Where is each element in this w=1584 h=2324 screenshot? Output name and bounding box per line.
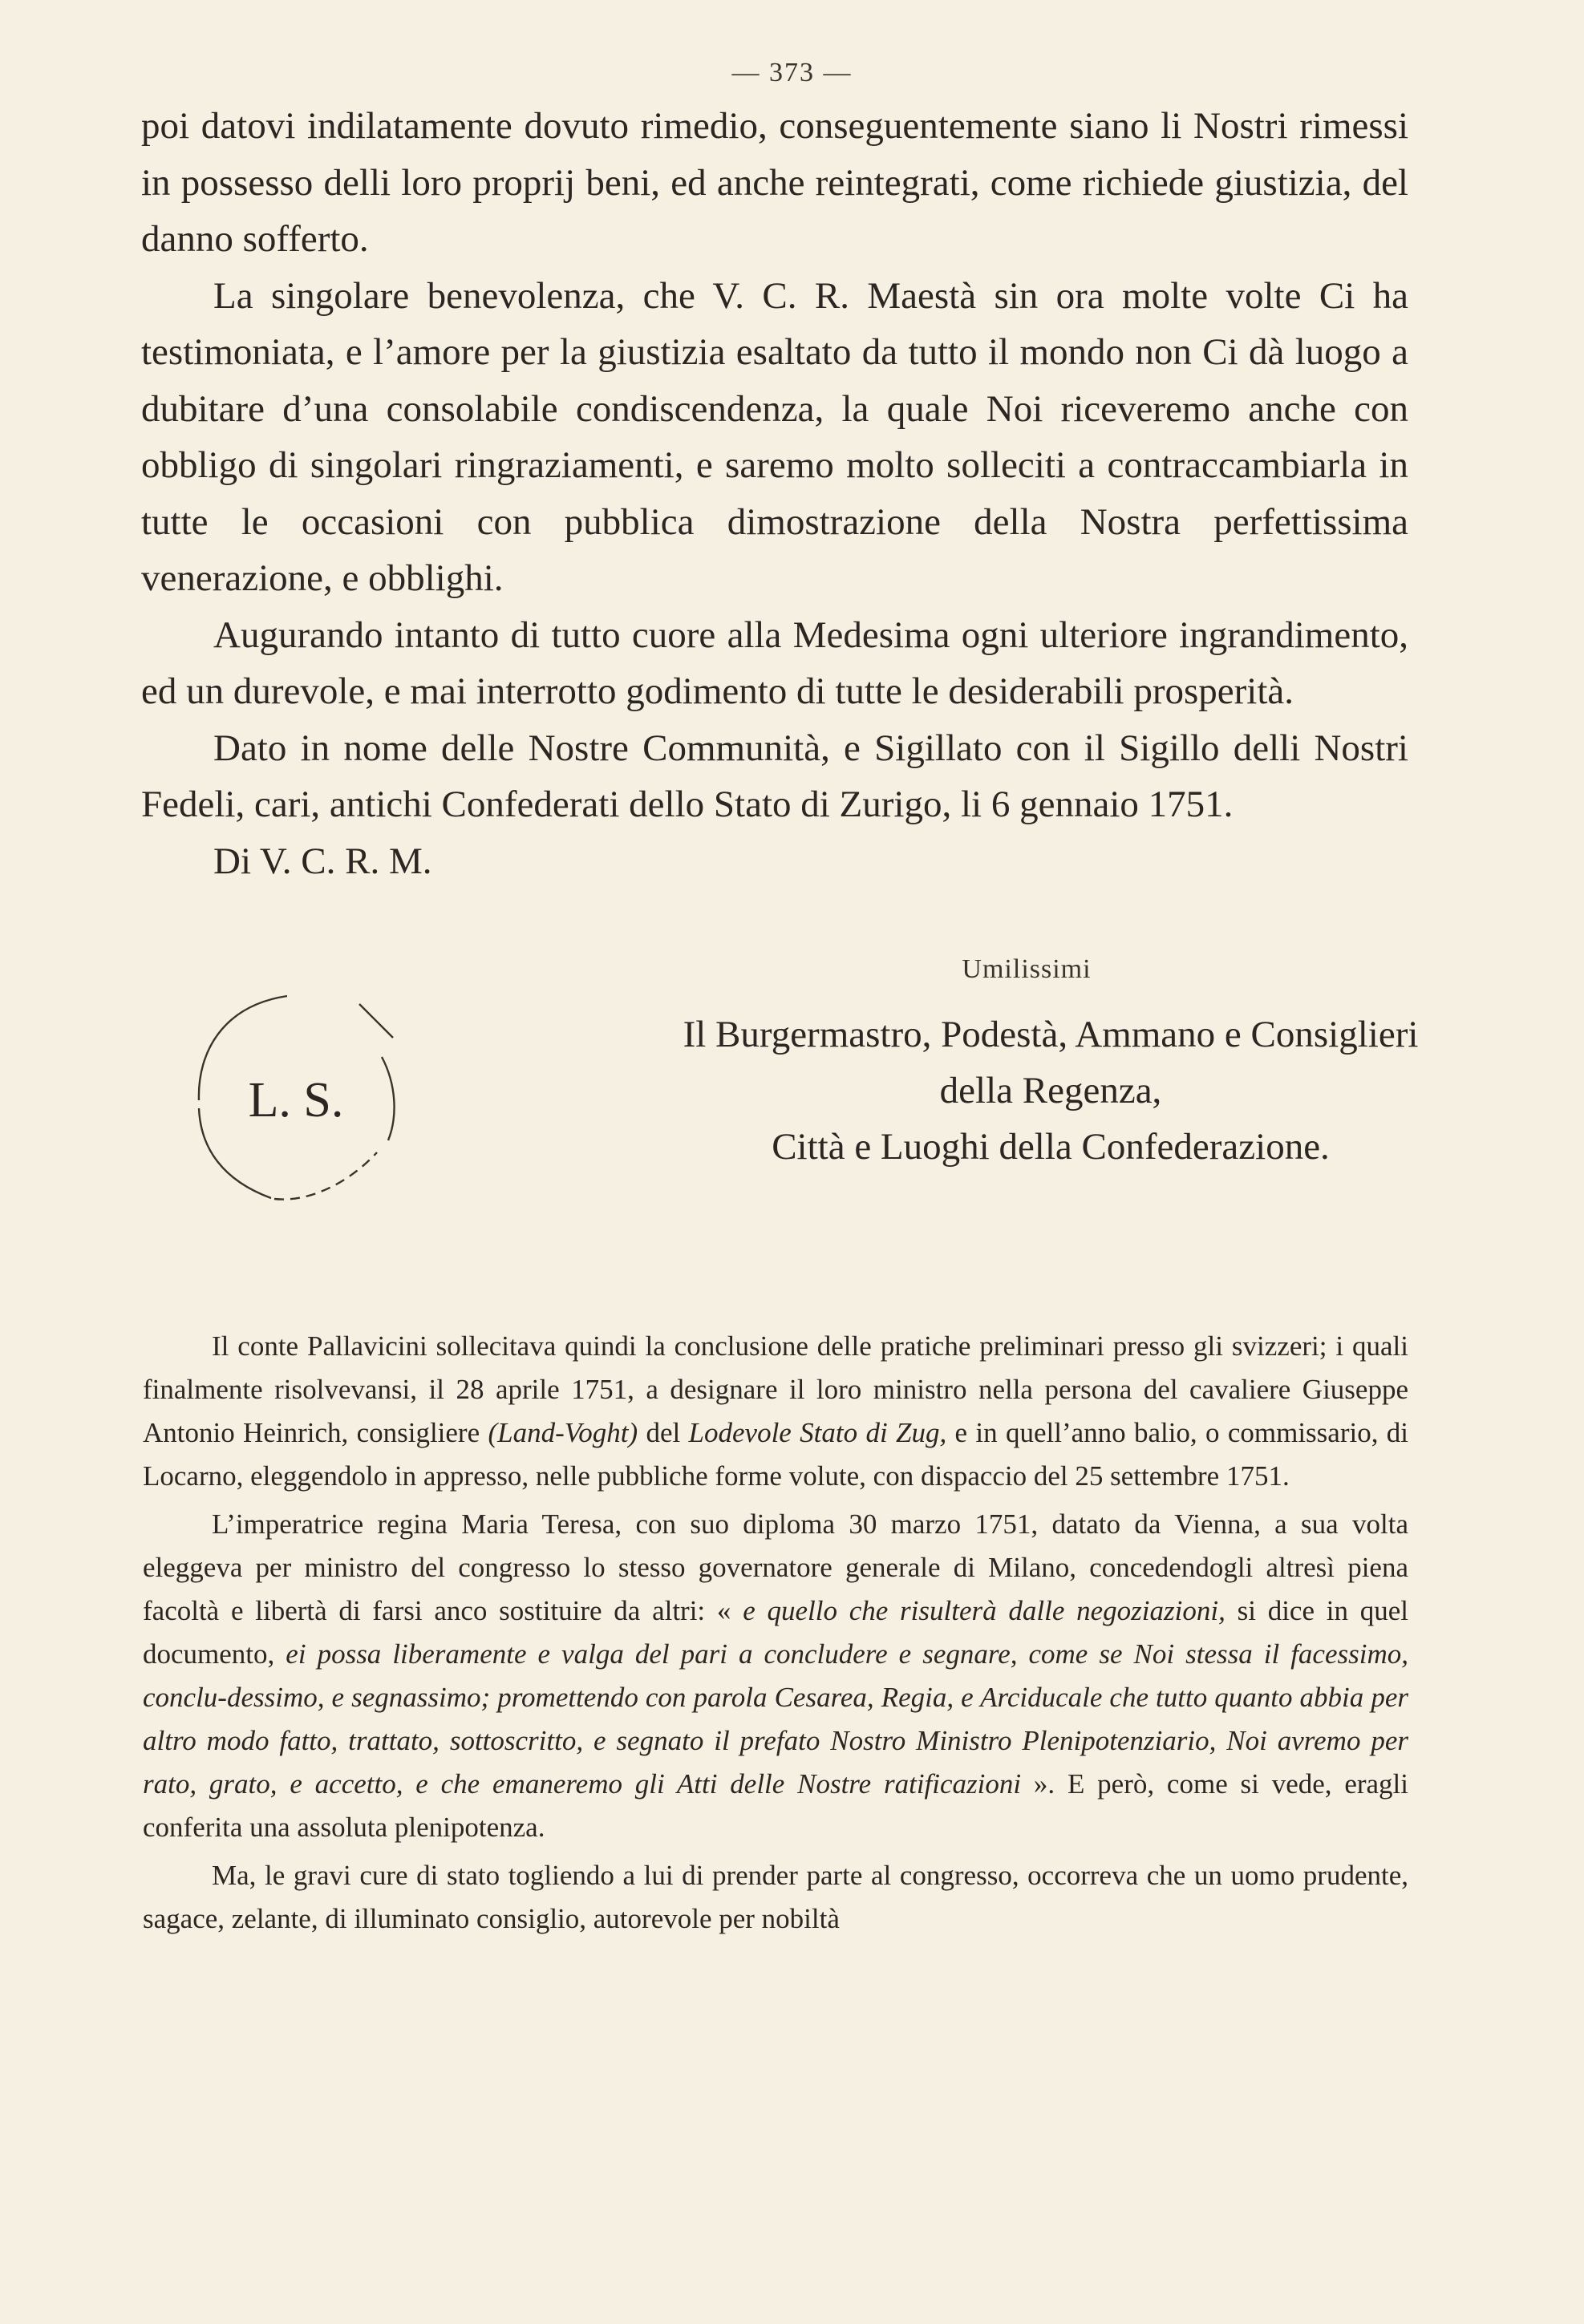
italic-run: Lodevole Stato di Zug, [688, 1417, 947, 1448]
letter-closing: Di V. C. R. M. [213, 840, 432, 882]
signature-umilissimi: Umilissimi [962, 954, 1092, 984]
seal-locus-sigilli [191, 988, 401, 1205]
signatory-line: della Regenza, [939, 1070, 1162, 1111]
signatory-line: Città e Luoghi della Confederazione. [772, 1126, 1330, 1168]
page-number: — 373 — [731, 58, 853, 87]
commentary-paragraph: Ma, le gravi cure di stato togliendo a lui di prender parte al congresso, occorreva che un uomo prudente, sagace, zelante, di illuminato consiglio, autorevole per nobiltà [143, 1860, 1408, 1934]
letter-paragraph: poi datovi indilatamente dovuto rimedio, conseguentemente siano li Nostri rimessi in possesso delli loro proprij beni, ed anche reintegrati, come richiede giustizia, del danno sofferto. [141, 105, 1408, 260]
letter-body [141, 98, 1408, 889]
letter-paragraph: Augurando intanto di tutto cuore alla Medesima ogni ulteriore ingrandimento, ed un durevole, e mai interrotto godimento di tutte le desiderabili prosperità. [141, 613, 1408, 712]
text-run: del [638, 1417, 689, 1448]
text-run: L’imperatrice regina Maria Teresa, con suo diploma 30 marzo 1751, datato da Vienna, a sua volta eleggeva per ministro del congresso lo stesso governatore generale di Milano, concedendogli altresì piena facoltà e libertà di farsi anco sostituire da altri: « [143, 1508, 1408, 1626]
letter-paragraph: Dato in nome delle Nostre Communità, e Sigillato con il Sigillo delli Nostri Fedeli, cari, antichi Confederati dello Stato di Zurigo, li 6 gennaio 1751. [141, 727, 1408, 825]
commentary-body [143, 1325, 1408, 1941]
commentary-paragraph [143, 1325, 1408, 1498]
seal-outline-icon [191, 988, 401, 1205]
italic-run: e quello che risulterà dalle negoziazioni, [743, 1595, 1225, 1626]
letter-paragraph: La singolare benevolenza, che V. C. R. Maestà sin ora molte volte Ci ha testimoniata, e l’amore per la giustizia esaltato da tutto il mondo non Ci dà luogo a dubitare d’una consolabile condiscendenza, la quale Noi riceveremo anche con obbligo di singolari ringraziamenti, e saremo molto solleciti a contraccambiarla in tutte le occasioni con pubblica dimostrazione della Nostra perfettissima venerazione, e obblighi. [141, 274, 1408, 599]
signatories-block [545, 1006, 1556, 1175]
commentary-paragraph [143, 1503, 1408, 1849]
text-run: e in quell’anno balio, o commissario, di Locarno, eleggendolo in appresso, nelle pubbliche forme volute, con dispaccio del 25 settembre 1751. [143, 1417, 1409, 1492]
text-run: ». E però, come si vede, eragli conferita una assoluta plenipotenza. [143, 1768, 1408, 1843]
signatory-line: Il Burgermastro, Podestà, Ammano e Consiglieri [683, 1014, 1419, 1055]
italic-run: (Land-Voght) [488, 1417, 638, 1448]
text-run: Il conte Pallavicini sollecitava quindi la conclusione delle pratiche preliminari presso gli svizzeri; i quali finalmente risolvevansi, il 28 aprile 1751, a designare il loro ministro nella persona del cavaliere Giuseppe Antonio Heinrich, consigliere [143, 1330, 1408, 1448]
seal-text: L. S. [248, 1073, 344, 1128]
text-run: si dice in quel documento, [143, 1595, 1408, 1670]
italic-run: ei possa liberamente e valga del pari a concludere e segnare, come se Noi stessa il facessimo, conclu-dessimo, e segnassimo; promettendo con parola Cesarea, Regia, e Arciducale che tutto quanto abbia per altro modo fatto, trattato, sottoscritto, e segnato il prefato Nostro Ministro Plenipotenziario, Noi avremo per rato, grato, e accetto, e che emaneremo gli Atti delle Nostre ratificazioni [143, 1638, 1408, 1800]
